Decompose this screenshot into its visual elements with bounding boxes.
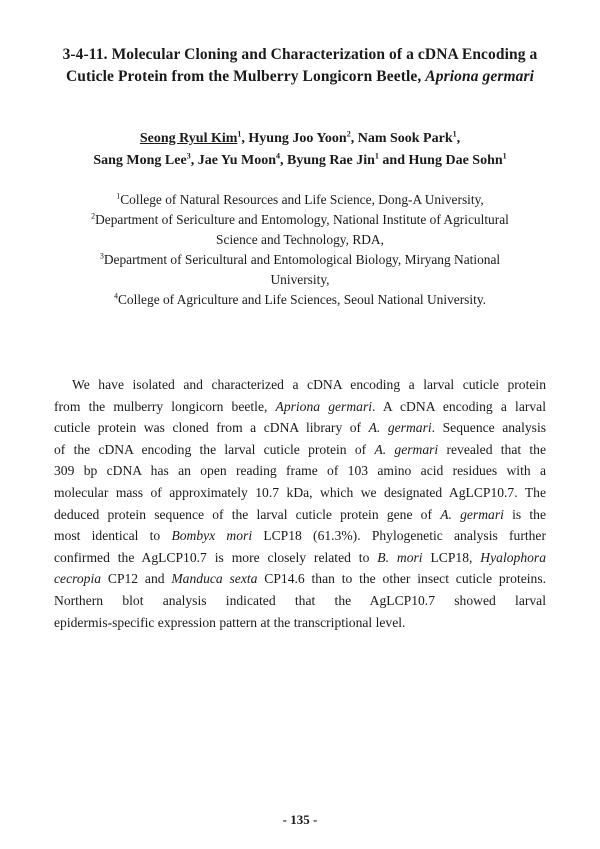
author-affil-mark: 2 bbox=[346, 129, 351, 139]
affiliation-2 bbox=[40, 210, 560, 230]
affiliation-text: Department of Sericultural and Entomological Biology, Miryang National bbox=[103, 252, 501, 267]
paper-title bbox=[40, 44, 560, 88]
affiliation-2-cont: Science and Technology, RDA, bbox=[216, 232, 384, 247]
species-name: Apriona germari bbox=[275, 398, 373, 414]
author-separator: , bbox=[241, 131, 249, 146]
species-name: B. mori bbox=[377, 549, 423, 565]
author-line-1 bbox=[40, 128, 560, 150]
affiliation-text: Department of Sericulture and Entomology, National Institute of Agricultural bbox=[95, 212, 509, 227]
author-name: Nam Sook Park bbox=[357, 131, 453, 146]
species-name: cecropia bbox=[54, 571, 102, 587]
affiliation-1 bbox=[40, 190, 560, 210]
author-name: Sang Mong Lee bbox=[93, 153, 187, 168]
abstract-line bbox=[54, 439, 546, 461]
abstract-line: 309 bp cDNA has an open reading frame of 103 amino acid residues with a bbox=[54, 463, 546, 479]
affiliation-3-cont: University, bbox=[270, 272, 330, 287]
author-name: Hyung Joo Yoon bbox=[248, 131, 347, 146]
abstract-line bbox=[54, 525, 546, 547]
affiliation-4 bbox=[40, 290, 560, 310]
affiliation-text: College of Natural Resources and Life Science, Dong-A University, bbox=[120, 192, 484, 207]
abstract-text: . A cDNA encoding a larval bbox=[372, 398, 546, 414]
species-name: Hyalophora bbox=[480, 549, 546, 565]
abstract-line: epidermis-specific expression pattern at the transcriptional level. bbox=[54, 614, 406, 630]
author-separator: , bbox=[350, 131, 358, 146]
affiliation-mark: 3 bbox=[99, 251, 104, 261]
author-separator: and bbox=[378, 153, 409, 168]
abstract-text: CP14.6 than to the other insect cuticle proteins. bbox=[257, 571, 547, 587]
affiliation-mark: 4 bbox=[113, 291, 118, 301]
title-species: Apriona germari bbox=[425, 68, 535, 85]
author-name: Hung Dae Sohn bbox=[408, 153, 503, 168]
author-separator: , bbox=[280, 153, 287, 168]
affiliation-mark: 2 bbox=[91, 211, 96, 221]
author-affil-mark: 3 bbox=[186, 151, 191, 161]
author-line-2 bbox=[40, 150, 560, 172]
page-number: - 135 - bbox=[282, 812, 318, 827]
abstract-line bbox=[54, 504, 546, 526]
author-name: Seong Ryul Kim bbox=[139, 131, 238, 146]
abstract-text: of the cDNA encoding the larval cuticle protein of bbox=[54, 441, 375, 457]
abstract-line: We have isolated and characterized a cDNA encoding a larval cuticle protein bbox=[72, 377, 546, 392]
author-list bbox=[40, 128, 560, 172]
affiliations bbox=[40, 190, 560, 310]
species-name: Manduca sexta bbox=[171, 571, 258, 587]
affiliation-text: College of Agriculture and Life Sciences, Seoul National University. bbox=[117, 292, 487, 307]
abstract-text: most identical to bbox=[54, 528, 172, 544]
author-affil-mark: 4 bbox=[276, 151, 280, 161]
abstract-text: confirmed the AgLCP10.7 is more closely related to bbox=[54, 549, 378, 565]
author-affil-mark: 1 bbox=[502, 151, 507, 161]
abstract-line: molecular mass of approximately 10.7 kDa, which we designated AgLCP10.7. The bbox=[54, 484, 546, 500]
affiliation-mark: 1 bbox=[116, 191, 121, 201]
species-name: A. germari bbox=[440, 506, 504, 522]
abstract-line bbox=[54, 417, 546, 439]
author-affil-mark: 1 bbox=[237, 129, 242, 139]
title-line-1: 3-4-11. Molecular Cloning and Characterization of a cDNA Encoding a bbox=[62, 46, 538, 63]
abstract-text: LCP18 (61.3%). Phylogenetic analysis further bbox=[252, 528, 546, 544]
abstract-text: from the mulberry longicorn beetle, bbox=[54, 398, 276, 414]
abstract-body bbox=[54, 374, 546, 633]
author-affil-mark: 1 bbox=[452, 129, 457, 139]
title-text: Cuticle Protein from the Mulberry Longicorn Beetle, bbox=[65, 68, 426, 85]
abstract-text: cuticle protein was cloned from a cDNA library of bbox=[54, 420, 369, 436]
abstract-text: CP12 and bbox=[101, 571, 172, 587]
species-name: Bombyx mori bbox=[171, 528, 253, 544]
author-affil-mark: 1 bbox=[374, 151, 379, 161]
abstract-line bbox=[54, 547, 546, 569]
affiliation-3 bbox=[40, 250, 560, 270]
abstract-text: deduced protein sequence of the larval cuticle protein gene of bbox=[54, 506, 441, 522]
author-name: Byung Rae Jin bbox=[287, 153, 375, 168]
abstract-text: . Sequence analysis bbox=[431, 420, 547, 436]
species-name: A. germari bbox=[374, 441, 439, 457]
abstract-text: revealed that the bbox=[438, 441, 547, 457]
species-name: A. germari bbox=[368, 420, 432, 436]
abstract-line: Northern blot analysis indicated that the AgLCP10.7 showed larval bbox=[54, 592, 546, 608]
author-separator: , bbox=[190, 153, 198, 168]
title-line-2 bbox=[40, 66, 560, 88]
abstract-text: is the bbox=[503, 506, 546, 522]
author-separator: , bbox=[456, 131, 461, 146]
abstract-line bbox=[54, 396, 546, 418]
author-name: Jae Yu Moon bbox=[197, 153, 276, 168]
abstract-text: LCP18, bbox=[422, 549, 481, 565]
abstract-line bbox=[54, 568, 546, 590]
